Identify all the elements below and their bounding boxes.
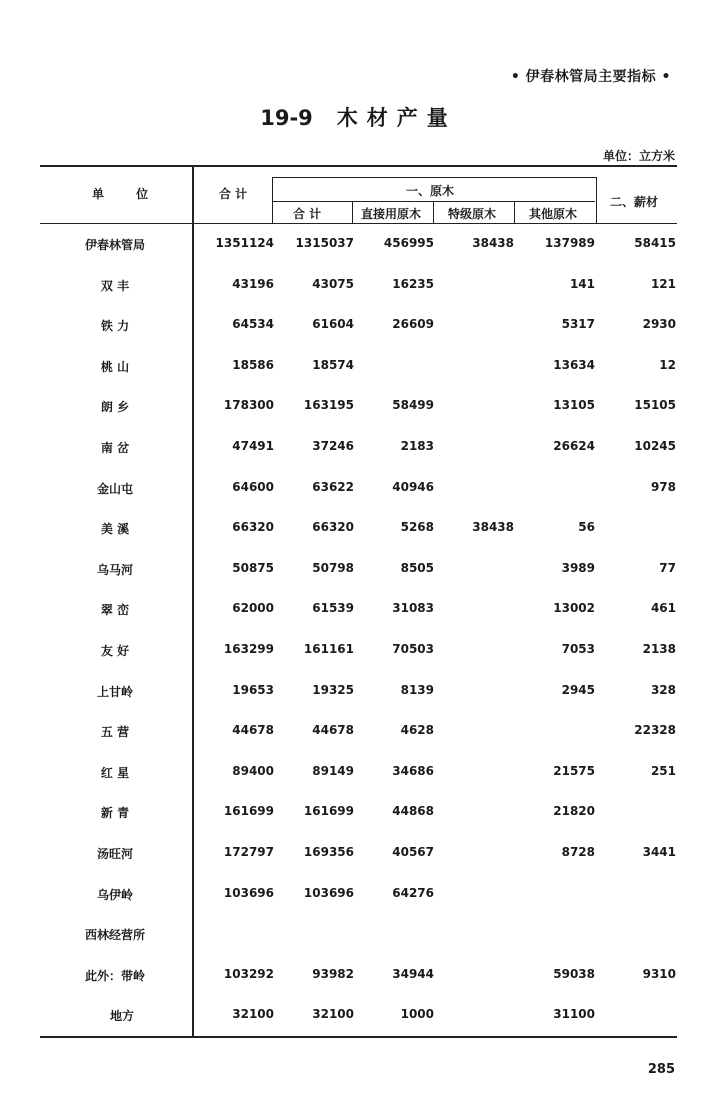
row-value: 43196 xyxy=(232,277,274,291)
row-value: 461 xyxy=(650,601,676,615)
row-value: 89400 xyxy=(232,764,274,778)
table-row xyxy=(0,398,717,418)
row-value: 161699 xyxy=(223,804,274,818)
row-value: 103696 xyxy=(223,886,274,900)
row-value: 8139 xyxy=(400,683,434,697)
row-value: 2183 xyxy=(400,439,434,453)
row-value: 19325 xyxy=(312,683,354,697)
row-value: 3441 xyxy=(642,845,676,859)
row-value: 12 xyxy=(659,358,676,372)
row-value: 7053 xyxy=(561,642,595,656)
header-special: 特级原木 xyxy=(448,207,497,221)
row-label: 新 青 xyxy=(100,806,130,820)
row-value: 64276 xyxy=(392,886,434,900)
row-value: 19653 xyxy=(232,683,274,697)
table-row xyxy=(0,520,717,540)
row-value: 3989 xyxy=(561,561,595,575)
page-number: 285 xyxy=(647,1062,675,1077)
row-value: 161699 xyxy=(303,804,354,818)
row-value: 38438 xyxy=(472,520,514,534)
row-value: 62000 xyxy=(232,601,274,615)
row-value: 89149 xyxy=(312,764,354,778)
row-label: 地方 xyxy=(110,1009,135,1023)
row-value: 5268 xyxy=(400,520,434,534)
row-value: 2930 xyxy=(642,317,676,331)
row-value: 64534 xyxy=(232,317,274,331)
header-logs-group: 一、原木 xyxy=(406,184,455,198)
row-value: 93982 xyxy=(312,967,354,981)
row-label: 翠 峦 xyxy=(100,603,130,617)
row-value: 978 xyxy=(650,480,676,494)
table-row xyxy=(0,601,717,621)
row-value: 44868 xyxy=(392,804,434,818)
row-value: 64600 xyxy=(232,480,274,494)
row-label: 桃 山 xyxy=(100,360,130,374)
row-value: 9310 xyxy=(642,967,676,981)
row-value: 61604 xyxy=(312,317,354,331)
row-label: 红 星 xyxy=(100,766,130,780)
row-value: 31083 xyxy=(392,601,434,615)
row-value: 10245 xyxy=(634,439,676,453)
table-row xyxy=(0,967,717,987)
row-value: 22328 xyxy=(634,723,676,737)
row-value: 38438 xyxy=(472,236,514,250)
row-value: 50798 xyxy=(312,561,354,575)
row-value: 5317 xyxy=(561,317,595,331)
row-value: 32100 xyxy=(312,1007,354,1021)
row-label: 五 营 xyxy=(100,725,130,739)
row-value: 13634 xyxy=(553,358,595,372)
row-label: 铁 力 xyxy=(100,319,130,333)
unit-note: 单位：立方米 xyxy=(602,149,675,163)
row-value: 103696 xyxy=(303,886,354,900)
row-value: 328 xyxy=(650,683,676,697)
row-value: 169356 xyxy=(303,845,354,859)
subheader-sep-1 xyxy=(352,201,353,223)
table-row xyxy=(0,926,717,946)
table-row xyxy=(0,845,717,865)
table-row xyxy=(0,804,717,824)
row-value: 103292 xyxy=(223,967,274,981)
row-value: 13105 xyxy=(553,398,595,412)
row-value: 13002 xyxy=(553,601,595,615)
row-value: 21820 xyxy=(553,804,595,818)
table-row xyxy=(0,236,717,256)
row-value: 61539 xyxy=(312,601,354,615)
row-value: 66320 xyxy=(312,520,354,534)
row-value: 47491 xyxy=(232,439,274,453)
row-label: 伊春林管局 xyxy=(84,238,145,252)
table-bottom-rule xyxy=(40,1036,677,1038)
row-value: 15105 xyxy=(634,398,676,412)
row-value: 1000 xyxy=(400,1007,434,1021)
row-value: 56 xyxy=(578,520,595,534)
subheader-sep-2 xyxy=(433,201,434,223)
row-value: 34686 xyxy=(392,764,434,778)
header-other: 其他原木 xyxy=(529,207,578,221)
row-value: 251 xyxy=(650,764,676,778)
row-value: 161161 xyxy=(303,642,354,656)
table-row xyxy=(0,317,717,337)
row-value: 58499 xyxy=(392,398,434,412)
row-value: 18574 xyxy=(312,358,354,372)
row-value: 2138 xyxy=(642,642,676,656)
header-unit: 单 位 xyxy=(92,187,163,201)
row-label: 上甘岭 xyxy=(96,685,133,699)
row-value: 2945 xyxy=(561,683,595,697)
table-row xyxy=(0,1007,717,1027)
row-value: 18586 xyxy=(232,358,274,372)
table-row xyxy=(0,480,717,500)
row-value: 141 xyxy=(569,277,595,291)
row-label: 双 丰 xyxy=(100,279,130,293)
row-value: 456995 xyxy=(383,236,434,250)
row-value: 43075 xyxy=(312,277,354,291)
row-value: 26624 xyxy=(553,439,595,453)
row-label: 汤旺河 xyxy=(96,847,133,861)
row-value: 66320 xyxy=(232,520,274,534)
table-top-rule xyxy=(40,165,677,167)
row-value: 31100 xyxy=(553,1007,595,1021)
row-value: 44678 xyxy=(312,723,354,737)
row-value: 8728 xyxy=(561,845,595,859)
row-label: 乌马河 xyxy=(96,563,133,577)
row-value: 4628 xyxy=(400,723,434,737)
row-label: 金山屯 xyxy=(96,482,133,496)
table-title xyxy=(0,102,717,132)
row-value: 37246 xyxy=(312,439,354,453)
subheader-sep-3 xyxy=(514,201,515,223)
row-value: 77 xyxy=(659,561,676,575)
row-label: 友 好 xyxy=(100,644,130,658)
row-value: 40567 xyxy=(392,845,434,859)
table-row xyxy=(0,439,717,459)
row-value: 163195 xyxy=(303,398,354,412)
row-value: 1315037 xyxy=(295,236,354,250)
table-row xyxy=(0,358,717,378)
table-name: 木材产量 xyxy=(336,106,457,130)
row-label: 朗 乡 xyxy=(100,400,130,414)
header-total: 合 计 xyxy=(219,187,248,201)
running-header: • 伊春林管局主要指标 • xyxy=(510,69,671,85)
row-value: 163299 xyxy=(223,642,274,656)
row-value: 40946 xyxy=(392,480,434,494)
row-value: 121 xyxy=(650,277,676,291)
row-value: 172797 xyxy=(223,845,274,859)
row-value: 58415 xyxy=(634,236,676,250)
row-value: 70503 xyxy=(392,642,434,656)
header-direct-use: 直接用原木 xyxy=(361,207,422,221)
row-value: 34944 xyxy=(392,967,434,981)
row-label: 此外：带岭 xyxy=(84,969,145,983)
row-value: 21575 xyxy=(553,764,595,778)
row-label: 南 岔 xyxy=(100,441,130,455)
table-row xyxy=(0,277,717,297)
row-value: 137989 xyxy=(544,236,595,250)
table-row xyxy=(0,886,717,906)
row-value: 63622 xyxy=(312,480,354,494)
row-label: 美 溪 xyxy=(100,522,130,536)
row-value: 44678 xyxy=(232,723,274,737)
row-value: 32100 xyxy=(232,1007,274,1021)
row-value: 26609 xyxy=(392,317,434,331)
row-value: 1351124 xyxy=(215,236,274,250)
row-value: 16235 xyxy=(392,277,434,291)
table-row xyxy=(0,561,717,581)
row-label: 乌伊岭 xyxy=(96,888,133,902)
row-value: 8505 xyxy=(400,561,434,575)
header-logs-total: 合 计 xyxy=(293,207,322,221)
table-row xyxy=(0,723,717,743)
table-row xyxy=(0,764,717,784)
row-value: 178300 xyxy=(223,398,274,412)
row-value: 50875 xyxy=(232,561,274,575)
row-label: 西林经营所 xyxy=(84,928,145,942)
row-value: 59038 xyxy=(553,967,595,981)
table-row xyxy=(0,642,717,662)
table-row xyxy=(0,683,717,703)
table-number: 19-9 xyxy=(260,106,313,130)
header-fuelwood: 二、薪材 xyxy=(610,195,659,209)
